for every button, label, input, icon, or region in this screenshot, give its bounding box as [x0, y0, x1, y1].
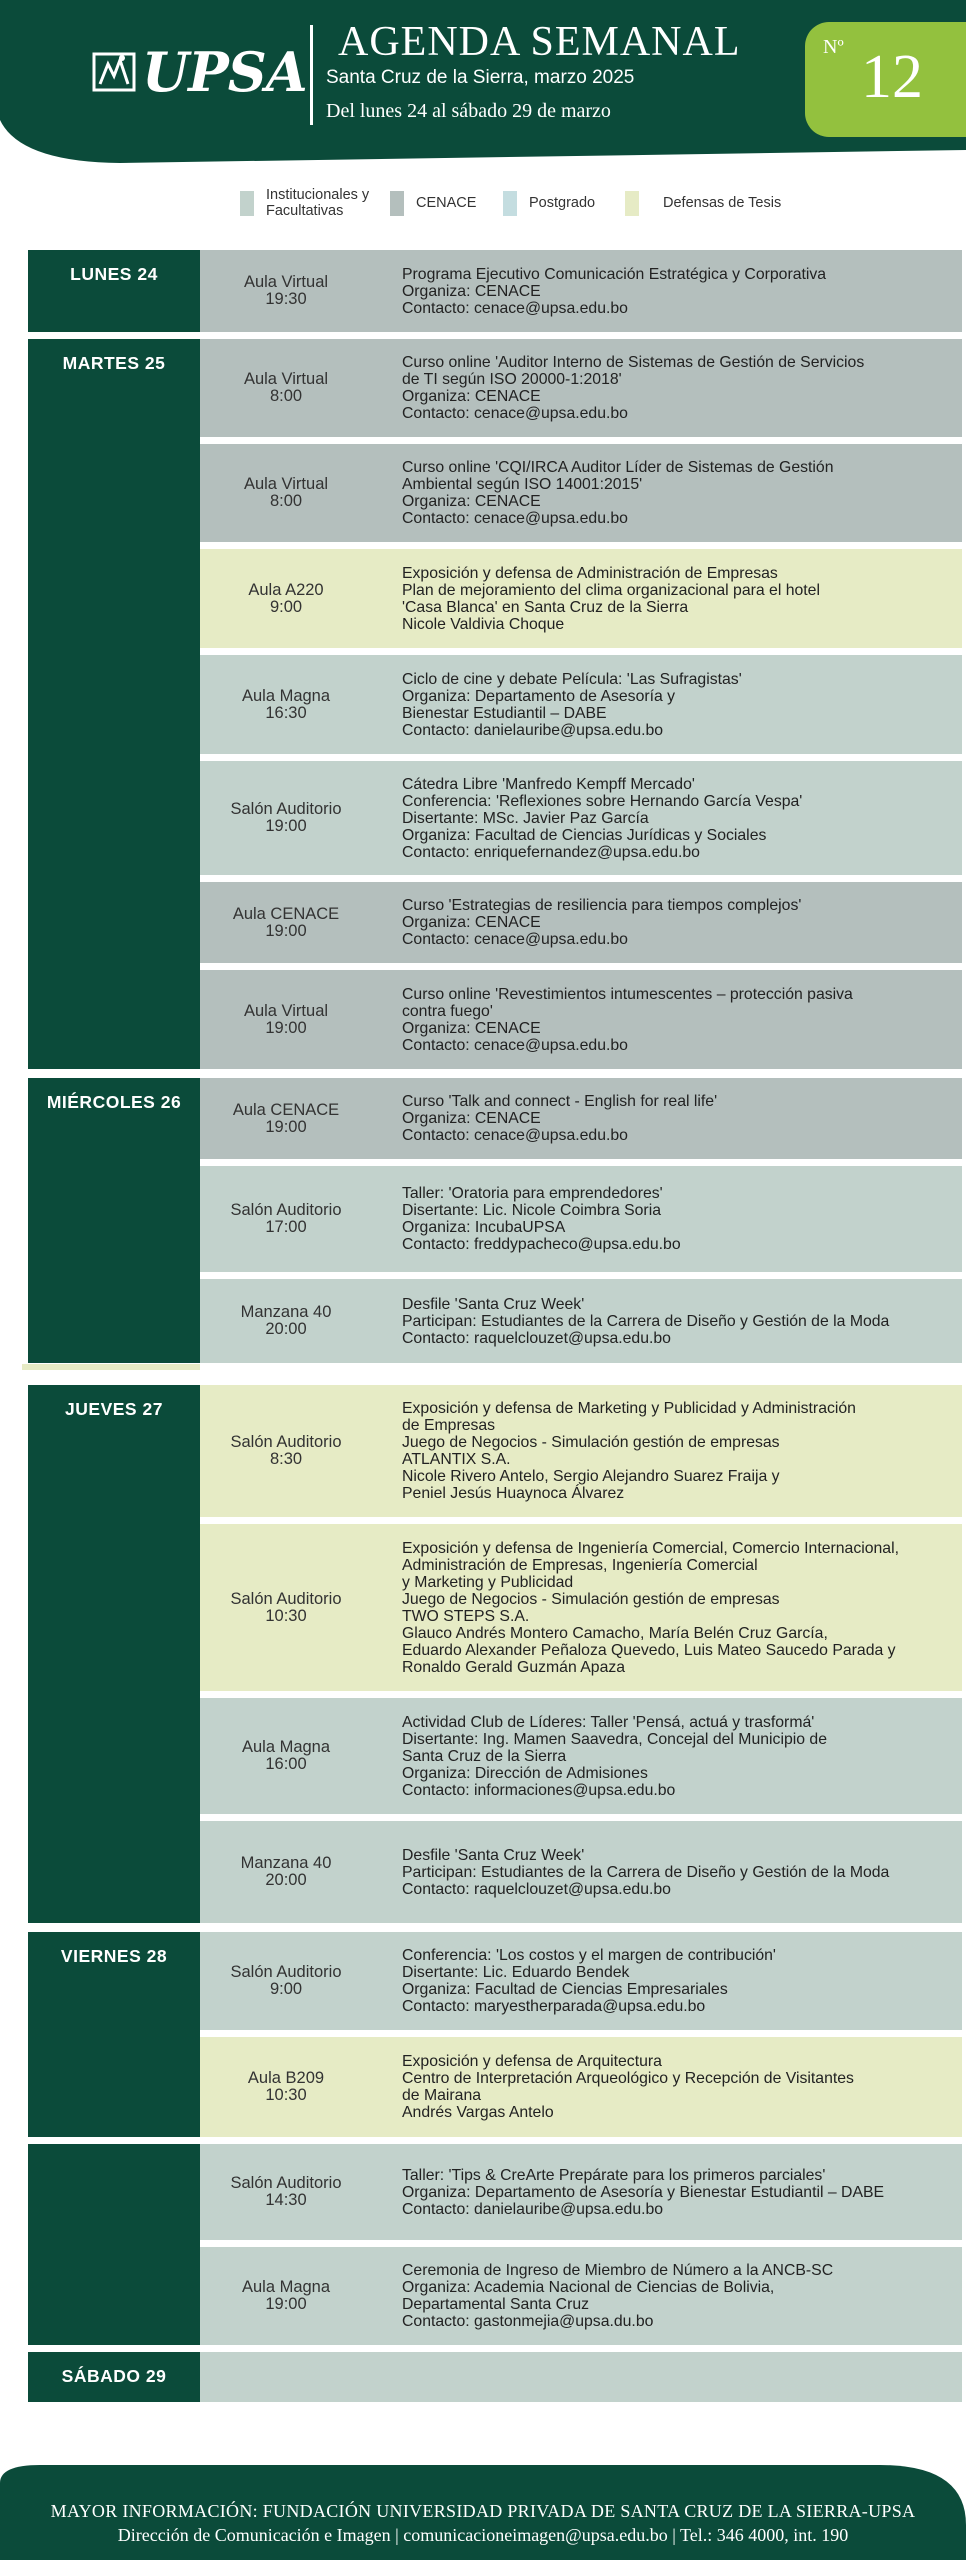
event-line: Organiza: CENACE [402, 1019, 541, 1037]
event-line: Organiza: CENACE [402, 914, 541, 931]
legend-label: Defensas de Tesis [663, 195, 782, 211]
event-line: Ceremonia de Ingreso de Miembro de Número a la ANCB-SC [402, 2262, 834, 2279]
day-label: VIERNES 28 [60, 1946, 168, 1966]
event-line: Desfile 'Santa Cruz Week' [402, 1846, 585, 1864]
event-line: Contacto: informaciones@upsa.edu.bo [402, 1781, 676, 1799]
event-line: Eduardo Alexander Peñaloza Quevedo, Luis Mateo Saucedo Parada y [402, 1641, 896, 1659]
event-details [402, 776, 802, 861]
day-label: MIÉRCOLES 26 [46, 1092, 182, 1112]
event-time: 8:00 [269, 387, 303, 405]
event-place: Aula CENACE [232, 1100, 340, 1119]
day-label: JUEVES 27 [65, 1399, 163, 1419]
event-line: Organiza: CENACE [402, 493, 541, 510]
event-time: 8:30 [269, 1450, 303, 1468]
event-time: 19:00 [265, 1018, 307, 1037]
event-location [200, 1434, 372, 1468]
event-place: Aula Magna [241, 2278, 331, 2296]
event-place: Aula B209 [247, 2069, 325, 2087]
legend-item-defensas [625, 182, 781, 224]
legend-swatch [503, 191, 517, 216]
logo-text: UPSA [142, 40, 307, 104]
event-time: 19:00 [265, 1117, 307, 1136]
event-line: Curso online 'CQI/IRCA Auditor Líder de Sistemas de Gestión [402, 459, 834, 476]
event-place: Salón Auditorio [230, 1963, 342, 1981]
event-line: Disertante: Lic. Eduardo Bendek [402, 1964, 630, 1981]
event-line: Plan de mejoramiento del clima organizacional para el hotel [402, 581, 820, 599]
legend-swatch [625, 191, 639, 216]
legend-item-cenace [390, 182, 476, 224]
issue-number-prefix: Nº [823, 36, 844, 58]
event-details [402, 459, 834, 527]
event-line: Juego de Negocios - Simulación gestión de empresas [402, 1434, 780, 1451]
event-line: Organiza: Dirección de Admisiones [402, 1764, 648, 1782]
event-location [200, 476, 372, 510]
event-time: 10:30 [265, 1606, 307, 1625]
event-line: Organiza: Departamento de Asesoría y Bienestar Estudiantil – DABE [402, 2183, 885, 2201]
page-footer [0, 2465, 966, 2560]
event-time: 10:30 [265, 2086, 307, 2104]
event-place: Aula Magna [241, 1738, 331, 1756]
day-label: MARTES 25 [62, 353, 166, 373]
event-place: Aula Virtual [243, 370, 329, 388]
day-label: SÁBADO 29 [61, 2366, 167, 2386]
event-row [200, 1932, 962, 2030]
event-line: Santa Cruz de la Sierra [402, 1747, 567, 1765]
event-line: Organiza: Facultad de Ciencias Empresariales [402, 1981, 728, 1998]
footer-line-1: MAYOR INFORMACIÓN: FUNDACIÓN UNIVERSIDAD PRIVADA DE SANTA CRUZ DE LA SIERRA-UPSA [50, 2501, 916, 2521]
event-row [200, 761, 962, 875]
event-line: Organiza: CENACE [402, 1110, 541, 1127]
event-line: Contacto: maryestherparada@upsa.edu.bo [402, 1998, 706, 2015]
event-line: Contacto: cenace@upsa.edu.bo [402, 1127, 628, 1144]
separator-bar [22, 1364, 200, 1370]
legend-label: CENACE [416, 195, 477, 211]
event-line: Programa Ejecutivo Comunicación Estratégica y Corporativa [402, 265, 827, 283]
event-place: Aula Virtual [243, 1001, 329, 1020]
event-location [200, 906, 372, 940]
event-line: Contacto: enriquefernandez@upsa.edu.bo [402, 843, 700, 861]
event-line: Contacto: gastonmejia@upsa.du.bo [402, 2313, 654, 2330]
event-details [402, 1714, 827, 1799]
event-location [200, 2279, 372, 2313]
legend-swatch [240, 191, 254, 216]
event-place: Salón Auditorio [230, 1201, 342, 1219]
event-line: Administración de Empresas, Ingeniería Comercial [402, 1556, 758, 1574]
event-row [200, 1166, 962, 1272]
event-details [402, 1400, 856, 1502]
event-line: Ambiental según ISO 14001:2015' [402, 476, 643, 493]
upsa-emblem-icon [92, 46, 136, 98]
event-line: TWO STEPS S.A. [402, 1607, 530, 1625]
event-line: Andrés Vargas Antelo [402, 2104, 554, 2121]
event-time: 19:00 [265, 817, 307, 835]
event-location [200, 1304, 372, 1338]
event-location [200, 1202, 372, 1236]
event-details [402, 1947, 776, 2015]
event-line: Departamental Santa Cruz [402, 2296, 590, 2313]
event-details [402, 1296, 889, 1347]
day-label: LUNES 24 [70, 264, 158, 284]
day-block-viernes [28, 1932, 200, 2137]
date-range: Del lunes 24 al sábado 29 de marzo [326, 100, 611, 122]
event-line: Exposición y defensa de Ingeniería Comercial, Comercio Internacional, [402, 1539, 899, 1557]
event-place: Salón Auditorio [230, 2174, 342, 2192]
event-line: Contacto: cenace@upsa.edu.bo [402, 299, 628, 317]
event-row [200, 339, 962, 437]
event-location [200, 274, 372, 308]
event-line: Actividad Club de Líderes: Taller 'Pensá, actuá y trasformá' [402, 1713, 815, 1731]
event-line: Exposición y defensa de Administración de Empresas [402, 564, 778, 582]
event-line: Contacto: cenace@upsa.edu.bo [402, 510, 628, 527]
event-details [402, 1540, 899, 1676]
event-line: Participan: Estudiantes de la Carrera de Diseño y Gestión de la Moda [402, 1312, 890, 1330]
event-location [200, 1591, 372, 1625]
event-location [200, 1964, 372, 1998]
event-details [402, 1093, 717, 1144]
event-line: y Marketing y Publicidad [402, 1573, 574, 1591]
event-line: Contacto: cenace@upsa.edu.bo [402, 405, 628, 422]
event-line: Ciclo de cine y debate Película: 'Las Sufragistas' [402, 670, 742, 688]
upsa-logo [92, 40, 307, 104]
event-details [402, 266, 826, 317]
event-details [402, 354, 864, 422]
event-line: Juego de Negocios - Simulación gestión de empresas [402, 1590, 780, 1608]
event-place: Aula Virtual [243, 475, 329, 493]
event-line: Organiza: CENACE [402, 282, 541, 300]
event-line: Curso online 'Auditor Interno de Sistemas de Gestión de Servicios [402, 354, 865, 371]
day-block-sabado [28, 2352, 200, 2402]
event-line: Nicole Rivero Antelo, Sergio Alejandro Suarez Fraija y [402, 1468, 780, 1485]
event-time: 19:00 [265, 921, 307, 940]
event-time: 19:00 [265, 2295, 307, 2313]
event-location [200, 688, 372, 722]
event-line: Conferencia: 'Reflexiones sobre Hernando García Vespa' [402, 792, 803, 810]
event-row [200, 2037, 962, 2137]
event-line: Organiza: CENACE [402, 388, 541, 405]
event-line: Peniel Jesús Huaynoca Álvarez [402, 1485, 625, 1502]
event-details [402, 1847, 889, 1898]
event-row [200, 1698, 962, 1814]
event-line: Centro de Interpretación Arqueológico y Recepción de Visitantes [402, 2070, 854, 2087]
event-row [200, 1385, 962, 1517]
footer-line-2: Dirección de Comunicación e Imagen | comunicacioneimagen@upsa.edu.bo | Tel.: 346 4000, int. 190 [117, 2525, 849, 2545]
event-location [200, 582, 372, 616]
event-line: Curso 'Estrategias de resiliencia para tiempos complejos' [402, 897, 802, 914]
event-line: Disertante: MSc. Javier Paz García [402, 809, 649, 827]
event-location [200, 2175, 372, 2209]
event-time: 9:00 [269, 1980, 303, 1998]
event-line: Curso online 'Revestimientos intumescentes – protección pasiva [402, 985, 853, 1003]
event-line: Glauco Andrés Montero Camacho, María Belén Cruz García, [402, 1624, 828, 1642]
event-time: 9:00 [269, 597, 303, 616]
day-block-miercoles [28, 1078, 200, 1363]
event-line: Participan: Estudiantes de la Carrera de Diseño y Gestión de la Moda [402, 1863, 890, 1881]
event-line: de Mairana [402, 2087, 482, 2104]
event-place: Salón Auditorio [230, 800, 342, 818]
event-row [200, 655, 962, 754]
event-row [200, 2144, 962, 2240]
event-line: Contacto: danielauribe@upsa.edu.bo [402, 2200, 664, 2218]
event-line: ATLANTIX S.A. [402, 1451, 511, 1468]
header-divider [310, 25, 313, 125]
day-block-lunes [28, 250, 200, 332]
day-block-viernes-continued [28, 2144, 200, 2345]
event-line: Conferencia: 'Los costos y el margen de contribución' [402, 1947, 776, 1964]
event-line: Taller: 'Oratoria para emprendedores' [402, 1185, 663, 1202]
legend-label: Institucionales y Facultativas [266, 187, 370, 219]
event-line: Nicole Valdivia Choque [402, 615, 565, 633]
event-row [200, 882, 962, 963]
event-details [402, 2262, 833, 2330]
event-time: 8:00 [269, 492, 303, 510]
event-time: 16:30 [265, 703, 307, 722]
event-details [402, 1185, 681, 1253]
event-row [200, 1078, 962, 1159]
event-line: Organiza: Departamento de Asesoría y [402, 687, 676, 705]
event-line: Contacto: raquelclouzet@upsa.edu.bo [402, 1880, 671, 1898]
event-time: 14:30 [265, 2191, 307, 2209]
event-row [200, 1821, 962, 1923]
event-row [200, 970, 962, 1069]
event-line: Cátedra Libre 'Manfredo Kempff Mercado' [402, 775, 695, 793]
page-subtitle: Santa Cruz de la Sierra, marzo 2025 [326, 67, 635, 88]
event-time: 17:00 [265, 1218, 307, 1236]
event-details [402, 671, 742, 739]
event-time: 20:00 [265, 1320, 307, 1338]
issue-number: 12 [861, 43, 923, 111]
event-line: Disertante: Lic. Nicole Coimbra Soria [402, 1202, 661, 1219]
event-location [200, 801, 372, 835]
event-place: Salón Auditorio [230, 1589, 342, 1608]
issue-number-badge [805, 22, 966, 137]
legend-item-institucionales [240, 182, 374, 224]
event-time: 20:00 [265, 1871, 307, 1889]
legend [0, 182, 966, 224]
event-line: Disertante: Ing. Mamen Saavedra, Concejal del Municipio de [402, 1730, 827, 1748]
event-details [402, 986, 853, 1054]
event-line: Exposición y defensa de Arquitectura [402, 2053, 662, 2070]
event-place: Aula A220 [248, 580, 324, 599]
event-line: Bienestar Estudiantil – DABE [402, 704, 607, 722]
event-line: Contacto: raquelclouzet@upsa.edu.bo [402, 1329, 671, 1347]
event-place: Aula CENACE [232, 904, 340, 923]
event-location [200, 1003, 372, 1037]
legend-swatch [390, 191, 404, 216]
event-line: Organiza: IncubaUPSA [402, 1219, 566, 1236]
event-time: 19:30 [265, 290, 307, 308]
event-location [200, 371, 372, 405]
event-line: Contacto: freddypacheco@upsa.edu.bo [402, 1236, 681, 1253]
page-title: AGENDA SEMANAL [338, 19, 741, 65]
event-line: Contacto: cenace@upsa.edu.bo [402, 1036, 628, 1054]
event-line: Organiza: Academia Nacional de Ciencias de Bolivia, [402, 2279, 775, 2296]
event-row [200, 250, 962, 332]
event-row [200, 1524, 962, 1691]
event-place: Aula Virtual [243, 273, 329, 291]
event-line: Desfile 'Santa Cruz Week' [402, 1295, 585, 1313]
page-header [0, 0, 966, 175]
event-row-empty [200, 2352, 962, 2402]
day-block-martes [28, 339, 200, 1069]
legend-item-postgrado [503, 182, 595, 224]
event-details [402, 2053, 854, 2121]
event-place: Salón Auditorio [230, 1433, 342, 1451]
event-location [200, 1739, 372, 1773]
event-place: Manzana 40 [240, 1854, 332, 1872]
event-line: de Empresas [402, 1417, 496, 1434]
event-details [402, 2167, 884, 2218]
event-place: Manzana 40 [240, 1303, 332, 1321]
day-block-jueves [28, 1385, 200, 1923]
event-row [200, 1279, 962, 1363]
event-line: Organiza: Facultad de Ciencias Jurídicas y Sociales [402, 826, 767, 844]
event-line: Curso 'Talk and connect - English for real life' [402, 1093, 718, 1110]
event-row [200, 2247, 962, 2345]
event-details [402, 565, 820, 633]
event-location [200, 2070, 372, 2104]
event-line: 'Casa Blanca' en Santa Cruz de la Sierra [402, 598, 689, 616]
event-line: de TI según ISO 20000-1:2018' [402, 371, 622, 388]
event-row [200, 549, 962, 648]
event-location [200, 1855, 372, 1889]
event-row [200, 444, 962, 542]
event-line: contra fuego' [402, 1002, 493, 1020]
event-location [200, 1102, 372, 1136]
event-line: Contacto: cenace@upsa.edu.bo [402, 931, 628, 948]
event-time: 16:00 [265, 1755, 307, 1773]
legend-label: Postgrado [529, 195, 596, 211]
event-place: Aula Magna [241, 686, 331, 705]
event-line: Taller: 'Tips & CreArte Prepárate para los primeros parciales' [402, 2166, 826, 2184]
event-details [402, 897, 801, 948]
event-line: Ronaldo Gerald Guzmán Apaza [402, 1658, 626, 1676]
event-line: Exposición y defensa de Marketing y Publicidad y Administración [402, 1400, 856, 1417]
event-line: Contacto: danielauribe@upsa.edu.bo [402, 721, 664, 739]
